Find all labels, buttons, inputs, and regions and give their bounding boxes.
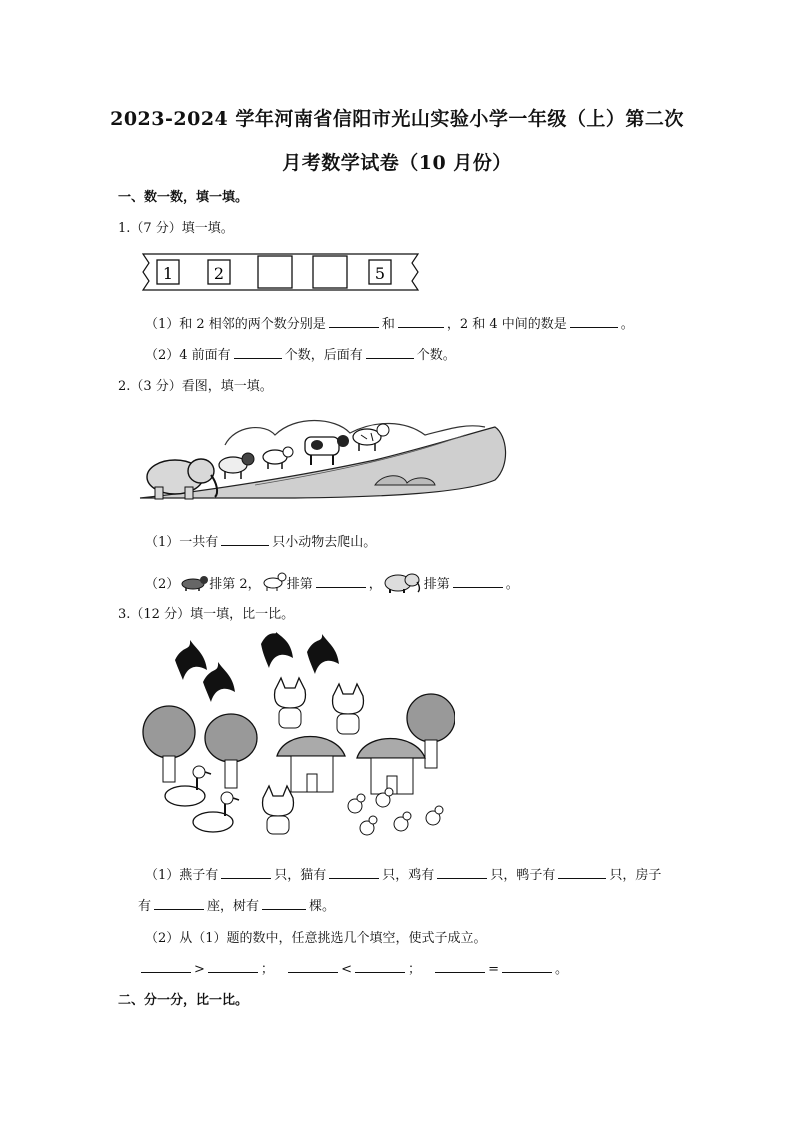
swallow-icon [203,662,235,702]
q3-sub1-text: 只，猫有 [274,868,327,883]
answer-blank[interactable] [453,575,503,588]
chick-icon [348,794,365,813]
swallow-icon [307,634,339,674]
q1-sub1-text: （1）和 2 相邻的两个数分别是 [145,317,326,332]
answer-blank[interactable] [435,960,485,973]
q3-sub1-line1 [145,864,661,883]
q3-label: 3.（12 分）填一填，比一比。 [118,607,295,622]
number-box-text: 5 [374,264,386,283]
q3-sub1-line2 [138,895,335,914]
answer-blank[interactable] [558,866,606,879]
tree-icon [143,706,195,782]
q2-sub2-text: 排第 2， [209,577,261,592]
dog-icon [219,453,254,479]
house-icon [277,737,345,793]
q3-sub2: （2）从（1）题的数中，任意挑选几个填空，使式子成立。 [145,931,487,946]
section1-heading: 一、数一数，填一填。 [118,190,249,205]
q1-label: 1.（7 分）填一填。 [118,221,234,236]
answer-blank[interactable] [141,960,191,973]
q1-sub1-text: 。 [620,317,634,332]
tree-icon [205,714,257,788]
answer-blank[interactable] [366,346,414,359]
cow-icon [305,435,349,465]
q3-sub1-text: （1）燕子有 [145,868,219,883]
q1-sub2-text: （2）4 前面有 [145,348,231,363]
cat-icon [353,424,389,451]
section2-heading: 二、分一分，比一比。 [118,993,249,1008]
answer-blank[interactable] [502,960,552,973]
q1-sub2 [145,344,456,363]
q2-sub2-text: （2） [145,577,180,592]
number-box [157,260,179,284]
answer-blank[interactable] [355,960,405,973]
separator: ； [260,962,274,977]
answer-blank[interactable] [288,960,338,973]
q2-sub2-text: 。 [505,577,519,592]
cat-icon [333,684,364,734]
q3-sub1-text: 只，鸡有 [382,868,435,883]
number-box [208,260,230,284]
greater-than-sign: > [194,962,205,977]
answer-blank[interactable] [329,315,379,328]
answer-blank[interactable] [398,315,444,328]
answer-blank[interactable] [221,866,271,879]
q3-compare-row [138,958,568,977]
chick-icon [360,816,377,835]
answer-blank[interactable] [221,533,269,546]
answer-blank[interactable] [570,315,618,328]
separator: ； [407,962,421,977]
cat-icon [263,786,294,834]
number-box-text: 1 [162,264,174,283]
swallow-icon [261,632,293,668]
less-than-sign: < [341,962,352,977]
q2-sub1-text: 只小动物去爬山。 [272,535,377,550]
q2-sub2-text: 排第 [423,577,450,592]
answer-blank[interactable] [437,866,487,879]
equals-sign: = [488,962,500,977]
elephant-icon [382,571,424,593]
q2-label: 2.（3 分）看图，填一填。 [118,379,273,394]
q1-sub2-text: 个数。 [416,348,456,363]
birds-cats-trees-picture [135,630,455,845]
q1-sub2-text: 个数，后面有 [284,348,363,363]
q2-sub1 [145,531,376,550]
q3-sub1-text: 只，房子 [609,868,662,883]
q2-sub2-text: ， [368,577,382,592]
cat-icon [275,678,306,728]
house-icon [357,739,425,795]
period: 。 [555,962,569,977]
answer-blank[interactable] [234,346,282,359]
q2-sub2-text: 排第 [286,577,313,592]
q3-sub1-text: 只，鸭子有 [490,868,556,883]
number-box [369,260,391,284]
q2-sub1-text: （1）一共有 [145,535,219,550]
number-strip [135,250,425,295]
number-box-text: 2 [213,264,225,283]
q3-sub1-text: 有 [138,899,152,914]
answer-blank[interactable] [208,960,258,973]
answer-blank[interactable] [316,575,366,588]
animals-climbing-hill-picture [135,405,515,505]
q1-sub1-text: 和 [381,317,395,332]
q2-sub2 [145,571,519,593]
cat-icon [261,571,287,591]
number-box-empty[interactable] [258,256,292,288]
swallow-icon [175,640,207,680]
chick-icon [426,806,443,825]
answer-blank[interactable] [262,897,306,910]
q3-sub1-text: 棵。 [309,899,336,914]
q3-sub1-text: 座，树有 [207,899,260,914]
answer-blank[interactable] [154,897,204,910]
chick-icon [394,812,411,831]
dog-icon [179,573,209,591]
exam-title-line2: 月考数学试卷（10 月份） [282,152,512,174]
cat-icon [263,447,293,469]
exam-title-line1: 2023-2024 学年河南省信阳市光山实验小学一年级（上）第二次 [110,108,684,130]
q1-sub1 [145,313,634,332]
q1-sub1-text: ，2 和 4 中间的数是 [446,317,567,332]
number-box-empty[interactable] [313,256,347,288]
answer-blank[interactable] [329,866,379,879]
